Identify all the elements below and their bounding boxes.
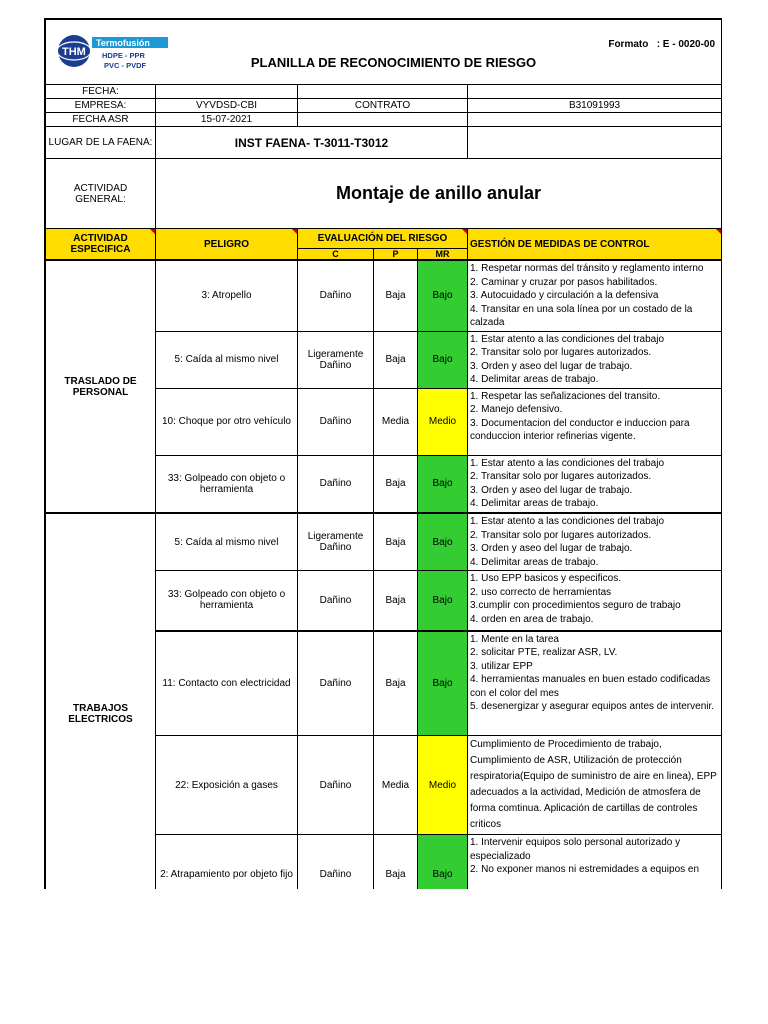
control-item: Cumplimiento de Procedimiento de trabajo, Cumplimiento de ASR, Utilización de protección respiratoria(Equipo de suministro de aire en linea), EPP adecuados a la actividad, Medición de atmosfera de forma comtinua. Aplicación de cartillas de controles criticos	[470, 739, 717, 830]
control-item: 1. Respetar las señalizaciones del transito.	[470, 390, 661, 402]
col-peligro: PELIGRO	[156, 229, 298, 260]
consequence-cell: Ligeramente Dañino	[298, 331, 374, 388]
control-item: 3. Autocuidado y circulación a la defensiva	[470, 290, 659, 301]
control-item: 1. Estar atento a las condiciones del trabajo	[470, 457, 665, 469]
control-item: 4. Transitar en una sola línea por un costado de la calzada	[470, 303, 693, 328]
control-item: 4. orden en area de trabajo.	[470, 613, 594, 625]
probability-cell: Baja	[374, 835, 418, 890]
probability-cell: Media	[374, 736, 418, 835]
control-item: 4. Delimitar areas de trabajo.	[470, 498, 599, 509]
page-title: PLANILLA DE RECONOCIMIENTO DE RIESGO	[250, 55, 537, 70]
activity-cell: TRASLADO DE PERSONAL	[46, 261, 156, 514]
risk-level-cell: Bajo	[418, 455, 468, 513]
controls-cell	[468, 835, 722, 890]
consequence-cell: Ligeramente Dañino	[298, 513, 374, 571]
risk-sheet	[44, 18, 722, 889]
control-item: 3. utilizar EPP	[470, 660, 533, 672]
control-item: 4. Delimitar areas de trabajo.	[470, 556, 599, 568]
probability-cell: Baja	[374, 261, 418, 332]
controls-cell	[468, 388, 722, 455]
col-mr: MR	[418, 249, 468, 260]
col-evaluacion: EVALUACIÓN DEL RIESGO	[298, 229, 468, 249]
logo-line1: HDPE - PPR	[102, 51, 145, 60]
risk-level-cell: Bajo	[418, 631, 468, 736]
empresa-value: VYVDSD-CBI	[156, 99, 298, 113]
company-logo	[56, 31, 170, 73]
control-item: 2. Transitar solo por lugares autorizados.	[470, 471, 652, 482]
control-item: 1. Mente en la tarea	[470, 633, 559, 645]
control-item: 2. uso correcto de herramientas	[470, 586, 612, 598]
controls-cell	[468, 261, 722, 332]
hazard-cell: 5: Caída al mismo nivel	[156, 331, 298, 388]
control-item: 4. Delimitar areas de trabajo.	[470, 374, 599, 385]
contrato-label: CONTRATO	[298, 99, 468, 113]
lugar-label: LUGAR DE LA FAENA:	[46, 127, 156, 159]
risk-row	[46, 261, 722, 332]
consequence-cell: Dañino	[298, 261, 374, 332]
col-actividad: ACTIVIDAD ESPECIFICA	[46, 229, 156, 260]
consequence-cell: Dañino	[298, 736, 374, 835]
lugar-value: INST FAENA- T-3011-T3012	[156, 127, 468, 159]
consequence-cell: Dañino	[298, 631, 374, 736]
actividad-value: Montaje de anillo anular	[156, 159, 722, 229]
title-cell	[46, 20, 722, 85]
hazard-cell: 33: Golpeado con objeto o herramienta	[156, 455, 298, 513]
controls-cell	[468, 331, 722, 388]
probability-cell: Baja	[374, 571, 418, 631]
control-item: 2. Transitar solo por lugares autorizados.	[470, 529, 652, 541]
controls-cell	[468, 571, 722, 631]
logo-brand: Termofusión	[96, 38, 150, 48]
risk-level-cell: Bajo	[418, 331, 468, 388]
header-table	[45, 19, 722, 260]
col-p: P	[374, 249, 418, 260]
controls-cell	[468, 736, 722, 835]
control-item: 2. Manejo defensivo.	[470, 404, 563, 415]
logo-line2: PVC - PVDF	[104, 61, 147, 70]
logo-abbr: THM	[62, 46, 86, 58]
probability-cell: Baja	[374, 631, 418, 736]
empresa-label: EMPRESA:	[46, 99, 156, 113]
hazard-cell: 5: Caída al mismo nivel	[156, 513, 298, 571]
consequence-cell: Dañino	[298, 835, 374, 890]
consequence-cell: Dañino	[298, 388, 374, 455]
control-item: 1. Estar atento a las condiciones del trabajo	[470, 516, 665, 527]
risk-row	[46, 513, 722, 571]
control-item: 3. Orden y aseo del lugar de trabajo.	[470, 360, 633, 372]
format-code: Formato : E - 0020-00	[608, 39, 716, 50]
hazard-cell: 33: Golpeado con objeto o herramienta	[156, 571, 298, 631]
consequence-cell: Dañino	[298, 455, 374, 513]
risk-level-cell: Bajo	[418, 261, 468, 332]
risk-level-cell: Medio	[418, 388, 468, 455]
fecha-asr-label: FECHA ASR	[46, 113, 156, 127]
risk-level-cell: Bajo	[418, 835, 468, 890]
hazard-cell: 2: Atrapamiento por objeto fijo	[156, 835, 298, 890]
risk-table	[45, 260, 722, 889]
risk-level-cell: Bajo	[418, 513, 468, 571]
consequence-cell: Dañino	[298, 571, 374, 631]
risk-level-cell: Medio	[418, 736, 468, 835]
control-item: 1. Intervenir equipos solo personal autorizado y especializado	[470, 837, 681, 862]
hazard-cell: 10: Choque por otro vehículo	[156, 388, 298, 455]
contrato-value: B31091993	[468, 99, 722, 113]
actividad-label: ACTIVIDAD GENERAL:	[46, 159, 156, 229]
probability-cell: Baja	[374, 513, 418, 571]
control-item: 1. Respetar normas del tránsito y reglamento interno	[470, 263, 704, 274]
hazard-cell: 3: Atropello	[156, 261, 298, 332]
probability-cell: Media	[374, 388, 418, 455]
control-item: 1. Estar atento a las condiciones del trabajo	[470, 333, 665, 345]
control-item: 5. desenergizar y asegurar equipos antes de intervenir.	[470, 701, 715, 712]
fecha-label: FECHA:	[46, 85, 156, 99]
control-item: 4. herramientas manuales en buen estado codificadas con el color del mes	[470, 674, 711, 699]
control-item: 2. No exponer manos ni estremidades a equipos en	[470, 864, 700, 875]
controls-cell	[468, 455, 722, 513]
risk-level-cell: Bajo	[418, 571, 468, 631]
controls-cell	[468, 513, 722, 571]
col-c: C	[298, 249, 374, 260]
fecha-asr-value: 15-07-2021	[156, 113, 298, 127]
probability-cell: Baja	[374, 455, 418, 513]
control-item: 2. Caminar y cruzar por pasos habilitados.	[470, 276, 658, 288]
probability-cell: Baja	[374, 331, 418, 388]
control-item: 2. Transitar solo por lugares autorizados.	[470, 347, 652, 358]
control-item: 3.cumplir con procedimientos seguro de trabajo	[470, 600, 681, 611]
control-item: 3. Orden y aseo del lugar de trabajo.	[470, 543, 633, 554]
control-item: 1. Uso EPP basicos y especificos.	[470, 573, 621, 584]
control-item: 3. Orden y aseo del lugar de trabajo.	[470, 484, 633, 496]
control-item: 2. solicitar PTE, realizar ASR, LV.	[470, 647, 618, 658]
hazard-cell: 11: Contacto con electricidad	[156, 631, 298, 736]
controls-cell	[468, 631, 722, 736]
control-item: 3. Documentacion del conductor e induccion para conduccion interior refinerias vigente.	[470, 417, 690, 442]
activity-cell: TRABAJOS ELECTRICOS	[46, 513, 156, 889]
col-gestion: GESTIÓN DE MEDIDAS DE CONTROL	[468, 229, 722, 260]
hazard-cell: 22: Exposición a gases	[156, 736, 298, 835]
